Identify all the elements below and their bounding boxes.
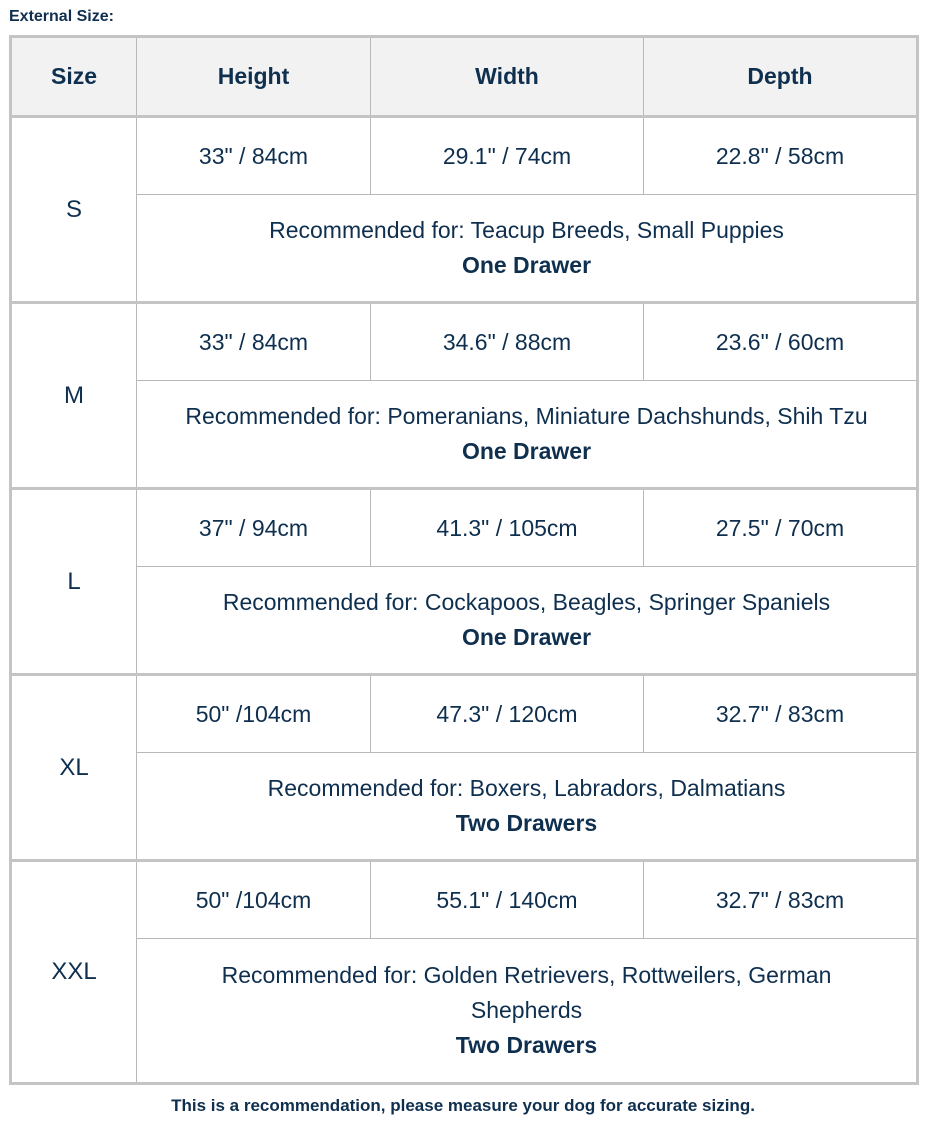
size-label: L [11,489,137,675]
recommendation-text: Recommended for: Boxers, Labradors, Dalmatians [267,775,786,801]
recommendation-text: Recommended for: Cockapoos, Beagles, Springer Spaniels [222,589,831,615]
size-label: XXL [11,861,137,1084]
dimension-row [11,861,918,939]
height-cell: 50" /104cm [137,675,371,753]
recommendation-row [11,753,918,861]
size-label: S [11,117,137,303]
size-group-m [11,303,918,489]
size-group-l [11,489,918,675]
recommendation-text: Recommended for: Pomeranians, Miniature Dachshunds, Shih Tzu [185,403,868,429]
size-group-xxl [11,861,918,1084]
size-label: M [11,303,137,489]
header-width: Width [371,37,644,117]
recommendation-cell [137,381,918,489]
recommendation-text: Recommended for: Teacup Breeds, Small Puppies [269,217,784,243]
depth-cell: 32.7" / 83cm [644,861,918,939]
recommendation-row [11,939,918,1084]
height-cell: 33" / 84cm [137,117,371,195]
size-group-xl [11,675,918,861]
drawer-count: One Drawer [461,252,592,278]
drawer-count: One Drawer [461,624,592,650]
recommendation-cell [137,753,918,861]
height-cell: 50" /104cm [137,861,371,939]
width-cell: 29.1" / 74cm [371,117,644,195]
width-cell: 41.3" / 105cm [371,489,644,567]
size-label: XL [11,675,137,861]
width-cell: 34.6" / 88cm [371,303,644,381]
recommendation-cell [137,195,918,303]
depth-cell: 22.8" / 58cm [644,117,918,195]
depth-cell: 27.5" / 70cm [644,489,918,567]
height-cell: 33" / 84cm [137,303,371,381]
header-row [11,37,918,117]
footnote: This is a recommendation, please measure your dog for accurate sizing. [171,1096,755,1115]
dimension-row [11,675,918,753]
depth-cell: 32.7" / 83cm [644,675,918,753]
width-cell: 47.3" / 120cm [371,675,644,753]
drawer-count: Two Drawers [455,1032,598,1058]
header-depth: Depth [644,37,918,117]
recommendation-row [11,195,918,303]
dimension-row [11,303,918,381]
recommendation-cell [137,939,918,1084]
height-cell: 37" / 94cm [137,489,371,567]
depth-cell: 23.6" / 60cm [644,303,918,381]
recommendation-text: Recommended for: Golden Retrievers, Rottweilers, German Shepherds [221,962,832,1023]
recommendation-cell [137,567,918,675]
width-cell: 55.1" / 140cm [371,861,644,939]
drawer-count: Two Drawers [455,810,598,836]
recommendation-row [11,567,918,675]
drawer-count: One Drawer [461,438,592,464]
header-height: Height [137,37,371,117]
header-size: Size [11,37,137,117]
dimension-row [11,489,918,567]
size-table [9,35,919,1085]
size-group-s [11,117,918,303]
dimension-row [11,117,918,195]
section-heading: External Size: [9,8,114,25]
recommendation-row [11,381,918,489]
